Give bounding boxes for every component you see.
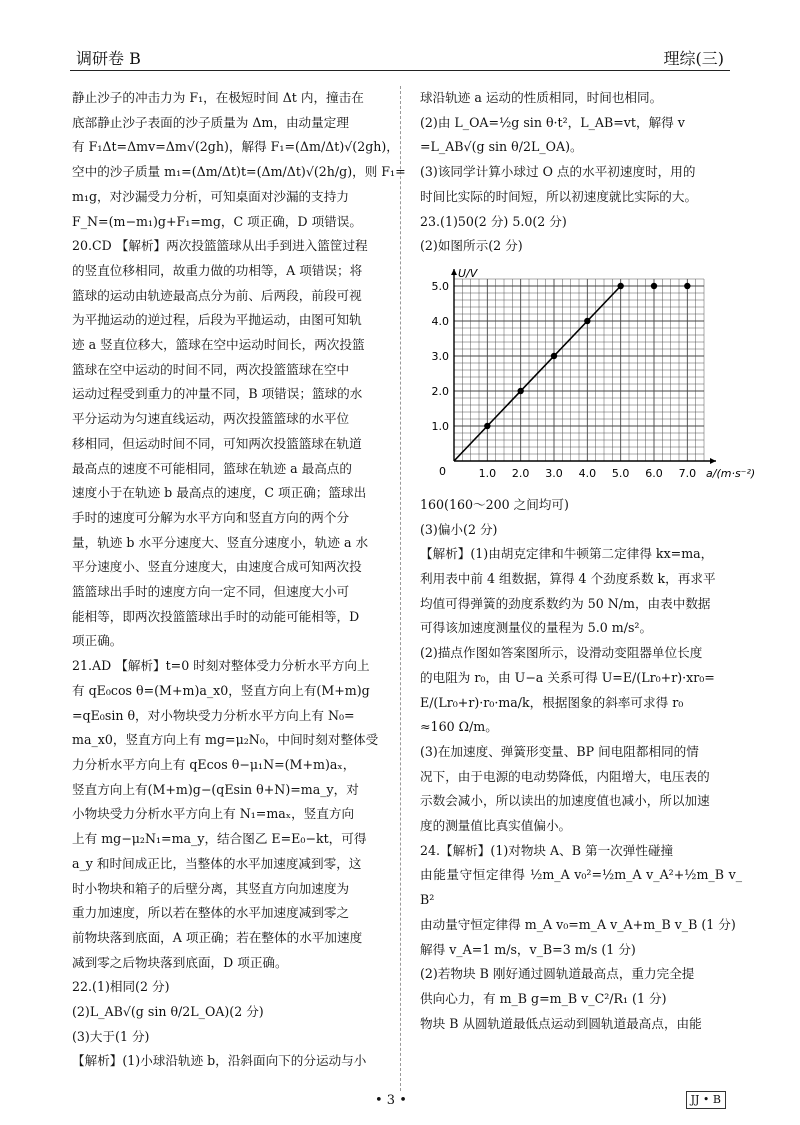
text-line: 上有 mg−μ₂N₁=ma_y，结合图乙 E=E₀−kt，可得 — [72, 831, 367, 847]
y-tick-label: 4.0 — [431, 314, 449, 328]
text-line: 供向心力，有 m_B g=m_B v_C²/R₁ (1 分) — [420, 990, 667, 1006]
text-line: 可得该加速度测量仪的量程为 5.0 m/s²。 — [420, 620, 653, 636]
text-line: 平分速度小、竖直分速度大，由速度合成可知两次投 — [72, 559, 362, 575]
text-line: 速度小于在轨迹 b 最高点的速度，C 项正确；篮球出 — [72, 485, 367, 501]
x-tick-label: 5.0 — [611, 466, 630, 480]
text-line: a_y 和时间成正比，当整体的水平加速度减到零，这 — [72, 855, 362, 871]
text-line: ma_x0，竖直方向上有 mg=μ₂N₀，中间时刻对整体受 — [72, 732, 379, 748]
data-point — [651, 283, 657, 289]
text-line: 项正确。 — [72, 633, 123, 649]
text-line: 21.AD 【解析】t=0 时刻对整体受力分析水平方向上 — [72, 658, 370, 674]
x-axis-label: a/(m·s⁻²) — [706, 466, 756, 480]
data-point — [617, 283, 623, 289]
text-line: =qE₀sin θ，对小物块受力分析水平方向上有 N₀= — [72, 707, 355, 723]
text-line: 移相同，但运动时间不同，可知两次投篮篮球在轨道 — [72, 435, 362, 451]
text-line: (2)若物块 B 刚好通过圆轨道最高点，重力完全提 — [420, 966, 695, 982]
text-line: 由动量守恒定律得 m_A v₀=m_A v_A+m_B v_B (1 分) — [420, 916, 736, 932]
x-tick-label: 2.0 — [511, 466, 530, 480]
text-line: 况下，由于电源的电动势降低，内阻增大，电压表的 — [420, 768, 710, 784]
text-line: 均值可得弹簧的劲度系数约为 50 N/m，由表中数据 — [420, 595, 711, 611]
text-line: 160(160～200 之间均可) — [420, 496, 569, 512]
chart-svg — [414, 263, 756, 493]
text-line: (2)L_AB√(g sin θ/2L_OA)(2 分) — [72, 1004, 264, 1020]
x-tick-label: 3.0 — [545, 466, 563, 480]
text-line: 物块 B 从圆轨道最低点运动到圆轨道最高点，由能 — [420, 1015, 702, 1031]
text-line: 为平抛运动的逆过程，后段为平抛运动，由图可知轨 — [72, 312, 362, 328]
text-line: (3)大于(1 分) — [72, 1028, 150, 1044]
text-line: 解得 v_A=1 m/s，v_B=3 m/s (1 分) — [420, 941, 636, 957]
text-line: 23.(1)50(2 分) 5.0(2 分) — [420, 213, 567, 229]
header-right: 理综(三) — [663, 49, 724, 68]
text-line: 力分析水平方向上有 qEcos θ−μ₁N=(M+m)aₓ， — [72, 756, 356, 772]
text-line: 底部静止沙子表面的沙子质量为 Δm，由动量定理 — [72, 114, 349, 130]
text-line: (2)如图所示(2 分) — [420, 238, 523, 254]
x-tick-label: 7.0 — [678, 466, 697, 480]
text-line: 有 F₁Δt=Δmv=Δm√(2gh)，解得 F₁=(Δm/Δt)√(2gh)， — [72, 139, 399, 155]
text-line: 【解析】(1)由胡克定律和牛顿第二定律得 kx=ma， — [420, 546, 714, 562]
text-line: 空中的沙子质量 m₁=(Δm/Δt)t=(Δm/Δt)√(2h/g)，则 F₁= — [72, 164, 406, 180]
right-column — [420, 86, 756, 1036]
text-line: 有 qE₀cos θ=(M+m)a_x0，竖直方向上有(M+m)g — [72, 682, 370, 698]
y-axis-arrow — [451, 269, 457, 275]
text-line: 的竖直位移相同，故重力做的功相等，A 项错误；将 — [72, 262, 363, 278]
data-point — [684, 283, 690, 289]
text-line: 迹 a 竖直位移大，篮球在空中运动时间长，两次投篮 — [72, 337, 365, 353]
data-point — [584, 318, 590, 324]
text-line: 球沿轨迹 a 运动的性质相同，时间也相同。 — [420, 90, 663, 105]
text-line: F_N=(m−m₁)g+F₁=mg，C 项正确，D 项错误。 — [72, 213, 362, 229]
text-line: 【解析】(1)小球沿轨迹 b，沿斜面向下的分运动与小 — [72, 1053, 367, 1069]
text-line: 竖直方向上有(M+m)g−(qEsin θ+N)=ma_y，对 — [72, 781, 359, 797]
text-line: 22.(1)相同(2 分) — [72, 979, 170, 995]
text-line: 24.【解析】(1)对物块 A、B 第一次弹性碰撞 — [420, 842, 674, 858]
text-line: m₁g，对沙漏受力分析，可知桌面对沙漏的支持力 — [72, 188, 349, 204]
text-line: 减到零之后物块落到底面，D 项正确。 — [72, 954, 288, 970]
text-line: 篮篮球出手时的速度方向一定不同，但速度大小可 — [72, 584, 350, 600]
text-line: 利用表中前 4 组数据，算得 4 个劲度系数 k，再求平 — [420, 571, 716, 587]
y-axis-label: U/V — [458, 266, 478, 280]
x-tick-label: 1.0 — [478, 466, 497, 480]
text-line: 示数会减小，所以读出的加速度值也减小，所以加速 — [420, 793, 710, 809]
text-line: (2)由 L_OA=½g sin θ·t²，L_AB=vt，解得 v — [420, 114, 685, 130]
text-line: 篮球的运动由轨迹最高点分为前、后两段，前段可视 — [72, 287, 362, 303]
x-tick-label: 6.0 — [645, 466, 663, 480]
right-column-top — [420, 86, 742, 259]
data-point — [484, 423, 490, 429]
y-tick-label: 2.0 — [431, 384, 449, 398]
text-line: 重力加速度，所以若在整体的水平加速度减到零之 — [72, 905, 350, 921]
text-line: E/(Lr₀+r)·r₀·ma/k，根据图象的斜率可求得 r₀ — [420, 694, 684, 710]
text-line: 平分运动为匀速直线运动，两次投篮篮球的水平位 — [72, 411, 350, 427]
header-left: 调研卷 B — [76, 49, 141, 68]
u-a-chart — [414, 263, 756, 493]
text-line: (3)在加速度、弹簧形变量、BP 间电阻都相同的情 — [420, 743, 699, 759]
text-line: 能相等，即两次投篮篮球出手时的动能可能相等，D — [72, 608, 360, 624]
text-line: 度的测量值比真实值偏小。 — [420, 818, 572, 834]
paper-code: JJ • B — [686, 1091, 726, 1109]
y-tick-label: 3.0 — [431, 349, 449, 363]
x-axis-arrow — [710, 458, 716, 464]
text-line: 运动过程受到重力的冲量不同，B 项错误；篮球的水 — [72, 386, 363, 402]
text-line: ≈160 Ω/m。 — [420, 719, 498, 735]
text-line: 静止沙子的冲击力为 F₁，在极短时间 Δt 内，撞击在 — [72, 90, 364, 105]
text-line: (3)该同学计算小球过 O 点的水平初速度时，用的 — [420, 164, 696, 180]
y-tick-label: 1.0 — [431, 419, 449, 433]
text-line: 前物块落到底面，A 项正确；若在整体的水平加速度 — [72, 929, 363, 945]
text-line: 的电阻为 r₀，由 U−a 关系可得 U=E/(Lr₀+r)·xr₀= — [420, 669, 715, 685]
text-line: =L_AB√(g sin θ/2L_OA)。 — [420, 139, 583, 155]
text-line: (3)偏小(2 分) — [420, 521, 498, 537]
data-point — [517, 388, 523, 394]
y-tick-label: 5.0 — [431, 279, 449, 293]
text-line: 手时的速度可分解为水平方向和竖直方向的两个分 — [72, 509, 350, 525]
page-number: • 3 • — [375, 1093, 407, 1108]
text-line: 20.CD 【解析】两次投篮篮球从出手到进入篮筐过程 — [72, 238, 368, 254]
text-line: 最高点的速度不可能相同，篮球在轨迹 a 最高点的 — [72, 460, 352, 476]
text-line: 小物块受力分析水平方向上有 N₁=maₓ，竖直方向 — [72, 806, 355, 822]
text-line: 量，轨迹 b 水平分速度大、竖直分速度小，轨迹 a 水 — [72, 534, 369, 550]
page-header — [70, 36, 730, 71]
text-line: 时小物块和箱子的后壁分离，其竖直方向加速度为 — [72, 880, 350, 896]
text-line: 篮球在空中运动的时间不同，两次投篮篮球在空中 — [72, 361, 350, 377]
left-column — [72, 86, 408, 1074]
text-line: 由能量守恒定律得 ½m_A v₀²=½m_A v_A²+½m_B v_B² — [420, 867, 742, 908]
x-tick-label: 4.0 — [578, 466, 597, 480]
text-line: (2)描点作图如答案图所示，设滑动变阻器单位长度 — [420, 645, 703, 661]
right-column-bottom — [420, 493, 742, 1036]
origin-label: 0 — [439, 464, 446, 478]
text-line: 时间比实际的时间短，所以初速度就比实际的大。 — [420, 188, 698, 204]
data-point — [551, 353, 557, 359]
